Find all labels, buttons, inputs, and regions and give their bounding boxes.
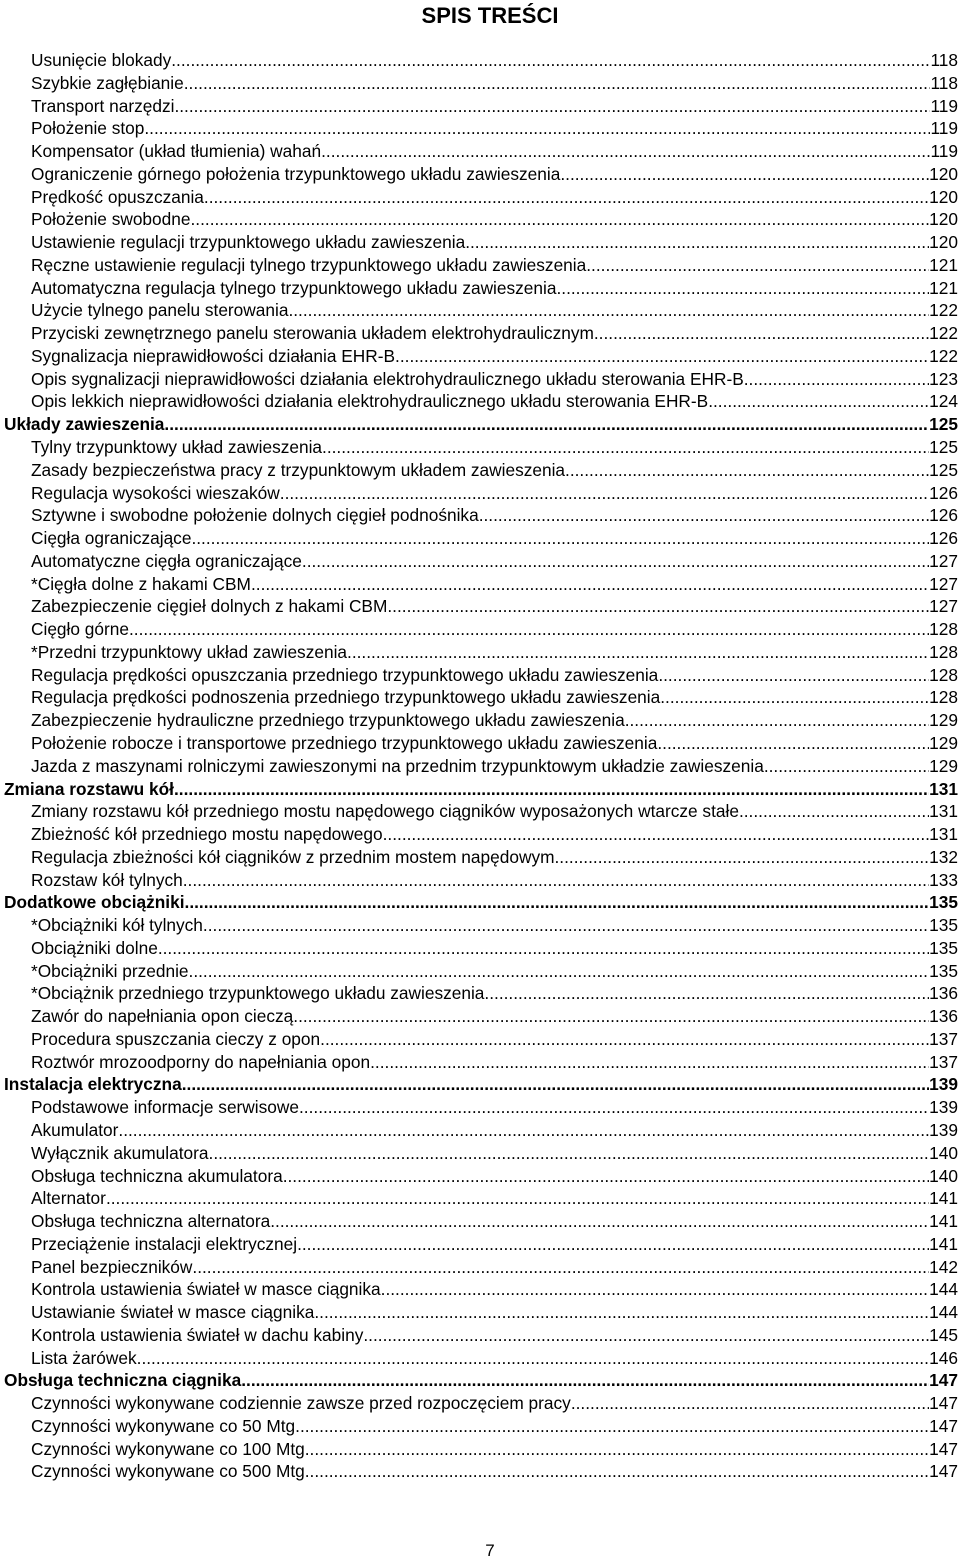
toc-dot-leader <box>305 1438 929 1461</box>
toc-entry-title: Akumulator <box>31 1119 119 1140</box>
toc-entry-page: 142 <box>929 1256 958 1277</box>
toc-entry-page: 147 <box>929 1438 958 1459</box>
toc-entry[interactable] <box>0 140 958 163</box>
toc-dot-leader <box>241 1369 929 1392</box>
toc-entry-page: 128 <box>929 687 958 708</box>
toc-entry[interactable] <box>0 1256 958 1279</box>
toc-chapter-entry[interactable] <box>0 778 958 801</box>
toc-entry-title: Usunięcie blokady <box>31 50 172 70</box>
toc-entry-title: Ustawianie świateł w masce ciągnika <box>31 1302 315 1323</box>
toc-entry-title: Obciążniki dolne <box>31 937 158 958</box>
toc-entry-title: Cięgło górne <box>31 619 129 640</box>
toc-entry[interactable] <box>0 299 958 322</box>
toc-entry-page: 139 <box>929 1119 958 1140</box>
toc-dot-leader <box>556 277 929 300</box>
toc-entry[interactable] <box>0 482 958 505</box>
toc-entry[interactable] <box>0 664 958 687</box>
toc-entry-page: 132 <box>929 846 958 867</box>
toc-entry-title: *Obciążniki przednie <box>31 960 189 981</box>
toc-entry-title: Dodatkowe obciążniki <box>4 892 185 913</box>
toc-entry-title: Lista żarówek <box>31 1347 137 1368</box>
toc-entry-title: Położenie robocze i transportowe przedniego trzypunktowego układu zawieszenia <box>31 732 658 753</box>
toc-dot-leader <box>295 1415 929 1438</box>
toc-entry-page: 147 <box>929 1370 958 1391</box>
toc-dot-leader <box>185 891 930 914</box>
toc-dot-leader <box>321 140 930 163</box>
toc-dot-leader <box>203 914 929 937</box>
toc-entry[interactable] <box>0 231 958 254</box>
toc-entry-title: Kontrola ustawienia świateł w masce ciągnika <box>31 1279 381 1300</box>
toc-entry-title: Zabezpieczenie hydrauliczne przedniego trzypunktowego układu zawieszenia <box>31 710 625 731</box>
toc-entry-title: *Obciążnik przedniego trzypunktowego układu zawieszenia <box>31 983 485 1004</box>
toc-entry-title: Zasady bezpieczeństwa pracy z trzypunktowym układem zawieszenia <box>31 459 566 480</box>
toc-entry-page: 121 <box>929 277 958 298</box>
toc-entry-page: 135 <box>929 937 958 958</box>
toc-entry-page: 145 <box>929 1324 958 1345</box>
table-of-contents <box>0 49 958 1483</box>
toc-entry-title: Kompensator (układ tłumienia) wahań <box>31 141 322 162</box>
toc-dot-leader <box>137 1347 930 1370</box>
toc-dot-leader <box>565 459 929 482</box>
toc-entry-page: 147 <box>929 1415 958 1436</box>
toc-entry-page: 123 <box>929 368 958 389</box>
toc-dot-leader <box>383 823 930 846</box>
toc-dot-leader <box>302 550 929 573</box>
toc-dot-leader <box>270 1210 929 1233</box>
toc-entry[interactable] <box>0 254 958 277</box>
toc-entry-page: 140 <box>929 1142 958 1163</box>
toc-entry-page: 127 <box>929 596 958 617</box>
toc-entry[interactable] <box>0 1051 958 1074</box>
toc-entry-title: Tylny trzypunktowy układ zawieszenia <box>31 437 323 458</box>
toc-entry-title: Czynności wykonywane codziennie zawsze przed rozpoczęciem pracy <box>31 1393 571 1414</box>
toc-entry-page: 137 <box>929 1051 958 1072</box>
toc-entry-title: Transport narzędzi <box>31 95 175 116</box>
toc-dot-leader <box>174 778 929 801</box>
toc-entry[interactable] <box>0 1438 958 1461</box>
toc-entry-title: Przyciski zewnętrznego panelu sterowania układem elektrohydraulicznym <box>31 323 594 344</box>
toc-dot-leader <box>370 1051 929 1074</box>
toc-entry-title: Użycie tylnego panelu sterowania <box>31 300 289 321</box>
toc-entry-title: Kontrola ustawienia świateł w dachu kabiny <box>31 1324 364 1345</box>
toc-dot-leader <box>322 436 929 459</box>
toc-dot-leader <box>280 482 929 505</box>
toc-entry-title: Automatyczne cięgła ograniczające <box>31 550 302 571</box>
toc-entry[interactable] <box>0 368 958 391</box>
toc-entry[interactable] <box>0 1142 958 1165</box>
toc-entry[interactable] <box>0 1210 958 1233</box>
toc-entry[interactable] <box>0 823 958 846</box>
toc-dot-leader <box>479 504 929 527</box>
toc-entry-page: 137 <box>929 1028 958 1049</box>
toc-entry-title: *Obciążniki kół tylnych <box>31 915 203 936</box>
toc-dot-leader <box>192 1256 929 1279</box>
toc-entry-page: 125 <box>929 459 958 480</box>
toc-entry[interactable] <box>0 1460 958 1483</box>
toc-dot-leader <box>658 664 929 687</box>
toc-entry-title: Panel bezpieczników <box>31 1256 193 1277</box>
toc-entry-page: 128 <box>929 664 958 685</box>
toc-entry[interactable] <box>0 72 958 95</box>
toc-entry[interactable] <box>0 186 958 209</box>
toc-entry-page: 126 <box>929 505 958 526</box>
toc-chapter-entry[interactable] <box>0 1369 958 1392</box>
toc-dot-leader <box>347 641 929 664</box>
toc-entry[interactable] <box>0 595 958 618</box>
toc-entry[interactable] <box>0 982 958 1005</box>
toc-entry[interactable] <box>0 390 958 413</box>
toc-dot-leader <box>387 595 929 618</box>
toc-dot-leader <box>560 163 929 186</box>
toc-dot-leader <box>189 960 930 983</box>
toc-entry-page: 120 <box>929 163 958 184</box>
toc-entry-page: 141 <box>929 1233 958 1254</box>
toc-entry[interactable] <box>0 527 958 550</box>
toc-dot-leader <box>164 413 929 436</box>
toc-entry[interactable] <box>0 1392 958 1415</box>
toc-entry-title: Jazda z maszynami rolniczymi zawieszonymi na przednim trzypunktowym układzie zawieszenia <box>31 755 764 776</box>
toc-dot-leader <box>171 49 930 72</box>
toc-entry-page: 122 <box>929 345 958 366</box>
toc-entry-page: 119 <box>930 95 958 116</box>
toc-dot-leader <box>106 1187 929 1210</box>
toc-entry[interactable] <box>0 618 958 641</box>
toc-entry[interactable] <box>0 1187 958 1210</box>
toc-entry-page: 118 <box>930 50 958 70</box>
toc-dot-leader <box>381 1278 930 1301</box>
toc-entry-page: 147 <box>929 1393 958 1414</box>
toc-entry-page: 144 <box>929 1279 958 1300</box>
toc-entry[interactable] <box>0 800 958 823</box>
toc-entry-page: 136 <box>929 983 958 1004</box>
toc-entry-page: 140 <box>929 1165 958 1186</box>
toc-entry-page: 127 <box>929 573 958 594</box>
toc-entry-page: 120 <box>929 186 958 207</box>
toc-dot-leader <box>204 186 929 209</box>
toc-entry-title: Ustawienie regulacji trzypunktowego układu zawieszenia <box>31 232 466 253</box>
toc-entry-page: 135 <box>929 892 958 913</box>
toc-dot-leader <box>395 345 929 368</box>
toc-dot-leader <box>554 846 929 869</box>
toc-entry-page: 139 <box>929 1074 958 1095</box>
toc-dot-leader <box>660 686 929 709</box>
toc-entry[interactable] <box>0 345 958 368</box>
toc-entry-title: Obsługa techniczna akumulatora <box>31 1165 283 1186</box>
toc-entry-title: Instalacja elektryczna <box>4 1074 182 1095</box>
toc-entry-page: 131 <box>929 778 958 799</box>
toc-entry-title: Wyłącznik akumulatora <box>31 1142 209 1163</box>
toc-entry-title: Układy zawieszenia <box>4 414 165 435</box>
toc-dot-leader <box>586 254 929 277</box>
toc-entry-title: Rozstaw kół tylnych <box>31 869 183 890</box>
toc-dot-leader <box>708 390 929 413</box>
toc-entry[interactable] <box>0 117 958 140</box>
toc-entry-title: Alternator <box>31 1188 106 1209</box>
toc-entry-title: Ręczne ustawienie regulacji tylnego trzypunktowego układu zawieszenia <box>31 254 587 275</box>
toc-entry-page: 131 <box>929 824 958 845</box>
toc-entry-title: Zbieżność kół przedniego mostu napędowego <box>31 824 383 845</box>
toc-dot-leader <box>744 368 929 391</box>
toc-entry[interactable] <box>0 1165 958 1188</box>
toc-chapter-entry[interactable] <box>0 1073 958 1096</box>
toc-entry[interactable] <box>0 573 958 596</box>
toc-entry-title: Obsługa techniczna alternatora <box>31 1211 271 1232</box>
toc-entry-title: Opis lekkich nieprawidłowości działania elektrohydraulicznego układu sterowania EHR-B <box>31 391 709 412</box>
toc-entry[interactable] <box>0 1028 958 1051</box>
toc-entry-page: 119 <box>930 141 958 162</box>
toc-entry-title: Prędkość opuszczania <box>31 186 204 207</box>
toc-dot-leader <box>118 1119 929 1142</box>
toc-dot-leader <box>764 755 929 778</box>
toc-dot-leader <box>182 1073 929 1096</box>
toc-dot-leader <box>305 1460 929 1483</box>
toc-entry-title: Automatyczna regulacja tylnego trzypunktowego układu zawieszenia <box>31 277 557 298</box>
toc-dot-leader <box>184 72 931 95</box>
toc-entry-page: 146 <box>929 1347 958 1368</box>
toc-entry[interactable] <box>0 1096 958 1119</box>
toc-entry-page: 141 <box>929 1188 958 1209</box>
toc-entry-title: Zawór do napełniania opon cieczą <box>31 1006 294 1027</box>
toc-entry-page: 119 <box>930 118 958 139</box>
page-title: SPIS TREŚCI <box>421 3 559 28</box>
toc-entry-page: 122 <box>929 300 958 321</box>
toc-dot-leader <box>625 709 929 732</box>
toc-entry-page: 139 <box>929 1097 958 1118</box>
toc-entry-title: Regulacja zbieżności kół ciągników z przednim mostem napędowym <box>31 846 555 867</box>
toc-dot-leader <box>191 527 929 550</box>
toc-dot-leader <box>293 1005 929 1028</box>
toc-entry[interactable] <box>0 504 958 527</box>
toc-entry-title: Obsługa techniczna ciągnika <box>4 1370 242 1391</box>
toc-entry-title: Czynności wykonywane co 500 Mtg <box>31 1461 305 1482</box>
toc-entry-page: 121 <box>929 254 958 275</box>
toc-entry[interactable] <box>0 1415 958 1438</box>
toc-entry[interactable] <box>0 709 958 732</box>
toc-entry-page: 126 <box>929 528 958 549</box>
toc-entry-page: 122 <box>929 323 958 344</box>
toc-dot-leader <box>158 937 929 960</box>
toc-entry-title: Regulacja prędkości opuszczania przedniego trzypunktowego układu zawieszenia <box>31 664 659 685</box>
toc-entry[interactable] <box>0 95 958 118</box>
toc-entry-title: Roztwór mrozoodporny do napełniania opon <box>31 1051 371 1072</box>
page-number: 7 <box>485 1541 495 1560</box>
toc-entry-page: 125 <box>929 437 958 458</box>
toc-entry[interactable] <box>0 869 958 892</box>
toc-dot-leader <box>657 732 929 755</box>
toc-entry-page: 118 <box>930 72 958 93</box>
toc-dot-leader <box>297 1233 929 1256</box>
toc-entry[interactable] <box>0 960 958 983</box>
toc-entry[interactable] <box>0 732 958 755</box>
toc-entry-page: 135 <box>929 960 958 981</box>
toc-entry[interactable] <box>0 937 958 960</box>
toc-entry[interactable] <box>0 914 958 937</box>
toc-chapter-entry[interactable] <box>0 413 958 436</box>
toc-dot-leader <box>314 1301 929 1324</box>
toc-entry-page: 136 <box>929 1006 958 1027</box>
toc-entry[interactable] <box>0 1301 958 1324</box>
toc-dot-leader <box>174 95 930 118</box>
toc-entry-title: Szybkie zagłębianie <box>31 72 184 93</box>
toc-entry[interactable] <box>0 686 958 709</box>
toc-entry[interactable] <box>0 641 958 664</box>
toc-entry-page: 133 <box>929 869 958 890</box>
toc-dot-leader <box>571 1392 929 1415</box>
toc-entry[interactable] <box>0 322 958 345</box>
toc-entry-page: 129 <box>929 732 958 753</box>
toc-dot-leader <box>320 1028 929 1051</box>
toc-entry-title: Sygnalizacja nieprawidłowości działania EHR-B <box>31 345 396 366</box>
toc-entry-title: Przeciążenie instalacji elektrycznej <box>31 1233 298 1254</box>
toc-dot-leader <box>191 208 930 231</box>
toc-entry-title: Sztywne i swobodne położenie dolnych cięgieł podnośnika <box>31 505 479 526</box>
toc-entry[interactable] <box>0 163 958 186</box>
toc-entry-page: 128 <box>929 641 958 662</box>
toc-entry-title: *Przedni trzypunktowy układ zawieszenia <box>31 641 348 662</box>
toc-entry-title: Położenie stop <box>31 118 145 139</box>
toc-entry-title: Cięgła ograniczające <box>31 528 192 549</box>
toc-dot-leader <box>299 1096 929 1119</box>
toc-entry-page: 127 <box>929 550 958 571</box>
toc-entry-page: 126 <box>929 482 958 503</box>
toc-entry-page: 128 <box>929 619 958 640</box>
toc-chapter-entry[interactable] <box>0 891 958 914</box>
toc-entry[interactable] <box>0 208 958 231</box>
toc-entry-page: 131 <box>929 801 958 822</box>
toc-entry-page: 129 <box>929 755 958 776</box>
toc-entry[interactable] <box>0 1119 958 1142</box>
toc-entry-title: Zmiany rozstawu kół przedniego mostu napędowego ciągników wyposażonych wtarcze stałe <box>31 801 739 822</box>
toc-dot-leader <box>484 982 929 1005</box>
toc-dot-leader <box>283 1165 929 1188</box>
toc-entry-page: 124 <box>929 391 958 412</box>
toc-dot-leader <box>594 322 929 345</box>
toc-entry-title: Położenie swobodne <box>31 209 191 230</box>
toc-entry-title: Czynności wykonywane co 100 Mtg <box>31 1438 305 1459</box>
toc-dot-leader <box>183 869 929 892</box>
toc-entry-page: 120 <box>929 209 958 230</box>
toc-entry-page: 147 <box>929 1461 958 1482</box>
toc-entry[interactable] <box>0 277 958 300</box>
toc-entry[interactable] <box>0 1233 958 1256</box>
toc-entry-title: Opis sygnalizacji nieprawidłowości działania elektrohydraulicznego układu sterowania EHR-B <box>31 368 744 389</box>
toc-entry[interactable] <box>0 1347 958 1370</box>
toc-dot-leader <box>288 299 929 322</box>
toc-dot-leader <box>465 231 929 254</box>
toc-entry[interactable] <box>0 459 958 482</box>
toc-entry-page: 125 <box>929 414 958 435</box>
toc-entry-title: Procedura spuszczania cieczy z opon <box>31 1028 321 1049</box>
toc-entry-title: Czynności wykonywane co 50 Mtg <box>31 1415 296 1436</box>
toc-entry[interactable] <box>0 846 958 869</box>
toc-entry-page: 141 <box>929 1211 958 1232</box>
toc-entry[interactable] <box>0 550 958 573</box>
toc-entry[interactable] <box>0 1324 958 1347</box>
toc-entry[interactable] <box>0 1005 958 1028</box>
toc-entry-title: Regulacja wysokości wieszaków <box>31 482 280 503</box>
toc-dot-leader <box>739 800 929 823</box>
toc-entry-title: Zmiana rozstawu kół <box>4 778 174 799</box>
toc-dot-leader <box>129 618 929 641</box>
toc-entry-page: 120 <box>929 232 958 253</box>
toc-entry-page: 135 <box>929 915 958 936</box>
toc-entry-title: Regulacja prędkości podnoszenia przedniego trzypunktowego układu zawieszenia <box>31 687 661 708</box>
toc-entry[interactable] <box>0 1278 958 1301</box>
toc-entry-title: Podstawowe informacje serwisowe <box>31 1097 299 1118</box>
toc-dot-leader <box>144 117 930 140</box>
toc-entry-title: Zabezpieczenie cięgieł dolnych z hakami CBM <box>31 596 388 617</box>
toc-dot-leader <box>251 573 929 596</box>
toc-entry-title: Ograniczenie górnego położenia trzypunktowego układu zawieszenia <box>31 163 561 184</box>
toc-entry-page: 129 <box>929 710 958 731</box>
toc-dot-leader <box>209 1142 930 1165</box>
toc-entry[interactable] <box>0 436 958 459</box>
toc-entry[interactable] <box>0 755 958 778</box>
toc-dot-leader <box>363 1324 929 1347</box>
toc-entry-page: 144 <box>929 1302 958 1323</box>
toc-entry-title: *Cięgła dolne z hakami CBM <box>31 573 251 594</box>
toc-entry[interactable] <box>0 49 958 72</box>
